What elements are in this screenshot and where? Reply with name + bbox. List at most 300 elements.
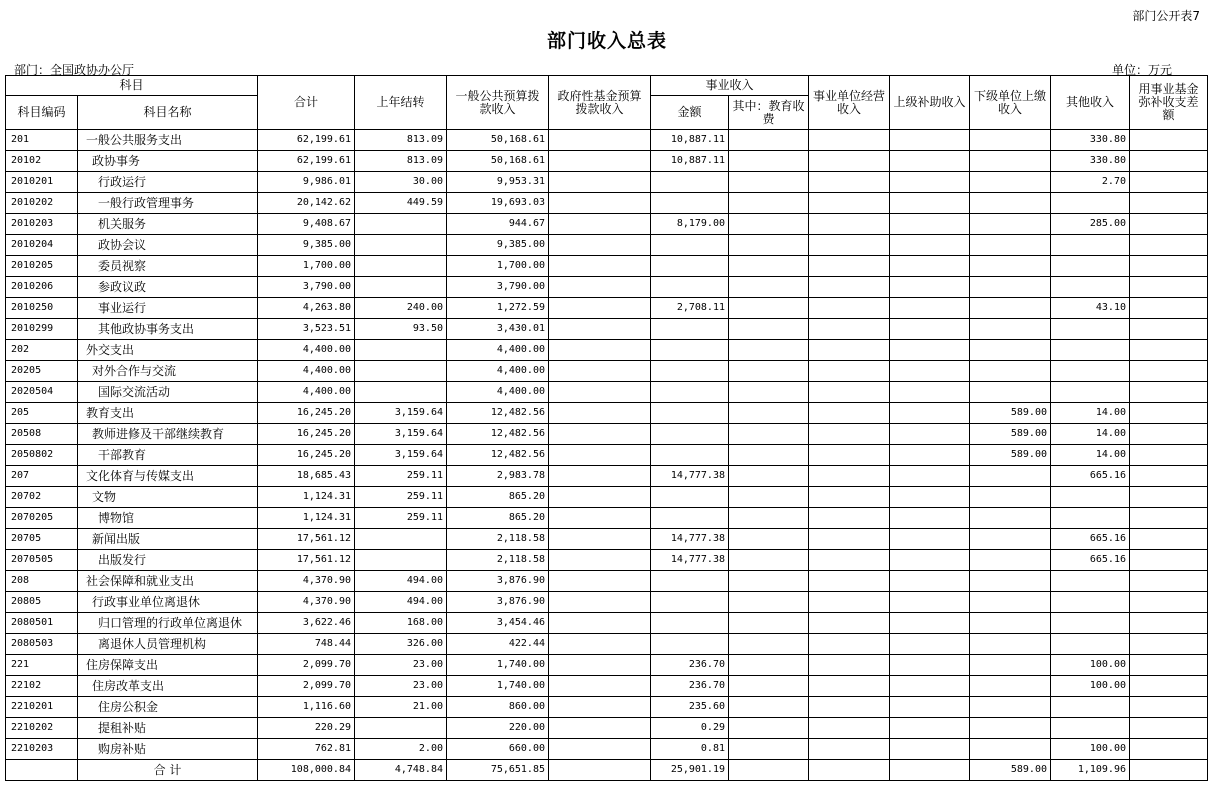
subsidy-cell [890,277,970,298]
amount-cell [651,613,729,634]
code-cell: 20205 [6,361,78,382]
other-income-cell: 330.80 [1051,130,1130,151]
code-cell: 2050802 [6,445,78,466]
other-income-cell: 1,109.96 [1051,760,1130,781]
lower-payment-cell [970,508,1051,529]
other-income-cell: 2.70 [1051,172,1130,193]
fund-offset-cell [1130,760,1208,781]
general-budget-cell: 1,272.59 [447,298,549,319]
amount-cell: 8,179.00 [651,214,729,235]
operating-cell [809,424,890,445]
general-budget-cell: 50,168.61 [447,130,549,151]
header-other: 其他收入 [1051,76,1130,130]
carryover-cell: 326.00 [355,634,447,655]
edu-fee-cell [729,382,809,403]
other-income-cell [1051,613,1130,634]
table-row [6,508,1208,529]
amount-cell [651,277,729,298]
gov-fund-cell [549,613,651,634]
total-cell: 1,124.31 [258,508,355,529]
table-row [6,466,1208,487]
subsidy-cell [890,634,970,655]
edu-fee-cell [729,550,809,571]
lower-payment-cell [970,151,1051,172]
general-budget-cell: 1,700.00 [447,256,549,277]
total-cell: 18,685.43 [258,466,355,487]
code-cell: 2010204 [6,235,78,256]
other-income-cell [1051,256,1130,277]
total-cell: 20,142.62 [258,193,355,214]
edu-fee-cell [729,319,809,340]
gov-fund-cell [549,655,651,676]
gov-fund-cell [549,277,651,298]
amount-cell [651,571,729,592]
edu-fee-cell [729,508,809,529]
lower-payment-cell [970,256,1051,277]
gov-fund-cell [549,235,651,256]
fund-offset-cell [1130,550,1208,571]
name-cell: 新闻出版 [78,529,258,550]
lower-payment-cell [970,214,1051,235]
general-budget-cell: 12,482.56 [447,403,549,424]
name-cell: 文物 [78,487,258,508]
table-row [6,634,1208,655]
general-budget-cell: 3,430.01 [447,319,549,340]
code-cell: 208 [6,571,78,592]
table-row [6,571,1208,592]
subsidy-cell [890,529,970,550]
lower-payment-cell [970,487,1051,508]
name-cell: 外交支出 [78,340,258,361]
unit-label: 单位：万元 [1111,63,1172,77]
general-budget-cell: 4,400.00 [447,340,549,361]
total-cell: 16,245.20 [258,403,355,424]
other-income-cell [1051,340,1130,361]
amount-cell: 235.60 [651,697,729,718]
total-cell: 108,000.84 [258,760,355,781]
subsidy-cell [890,697,970,718]
other-income-cell [1051,277,1130,298]
operating-cell [809,550,890,571]
total-cell: 3,622.46 [258,613,355,634]
gov-fund-cell [549,445,651,466]
table-row [6,319,1208,340]
edu-fee-cell [729,256,809,277]
general-budget-cell: 4,400.00 [447,361,549,382]
fund-offset-cell [1130,277,1208,298]
fund-offset-cell [1130,487,1208,508]
name-cell: 离退休人员管理机构 [78,634,258,655]
total-cell: 4,370.90 [258,592,355,613]
name-cell: 社会保障和就业支出 [78,571,258,592]
name-cell: 文化体育与传媒支出 [78,466,258,487]
lower-payment-cell [970,172,1051,193]
fund-offset-cell [1130,403,1208,424]
total-row [6,760,1208,781]
name-cell: 教师进修及干部继续教育 [78,424,258,445]
carryover-cell [355,361,447,382]
lower-payment-cell [970,655,1051,676]
total-cell: 2,099.70 [258,676,355,697]
edu-fee-cell [729,571,809,592]
carryover-cell [355,214,447,235]
edu-fee-cell [729,361,809,382]
amount-cell: 14,777.38 [651,529,729,550]
lower-payment-cell: 589.00 [970,424,1051,445]
operating-cell [809,697,890,718]
operating-cell [809,529,890,550]
carryover-cell [355,340,447,361]
lower-payment-cell [970,340,1051,361]
name-cell: 合 计 [78,760,258,781]
other-income-cell [1051,235,1130,256]
total-cell: 4,400.00 [258,361,355,382]
subsidy-cell [890,256,970,277]
operating-cell [809,172,890,193]
edu-fee-cell [729,697,809,718]
general-budget-cell: 4,400.00 [447,382,549,403]
other-income-cell: 14.00 [1051,445,1130,466]
name-cell: 其他政协事务支出 [78,319,258,340]
other-income-cell [1051,319,1130,340]
other-income-cell: 100.00 [1051,655,1130,676]
other-income-cell: 100.00 [1051,676,1130,697]
gov-fund-cell [549,760,651,781]
subsidy-cell [890,739,970,760]
other-income-cell [1051,193,1130,214]
operating-cell [809,256,890,277]
code-cell: 205 [6,403,78,424]
amount-cell [651,424,729,445]
name-cell: 参政议政 [78,277,258,298]
operating-cell [809,739,890,760]
amount-cell [651,319,729,340]
table-row [6,550,1208,571]
fund-offset-cell [1130,676,1208,697]
gov-fund-cell [549,466,651,487]
total-cell: 1,124.31 [258,487,355,508]
table-row [6,424,1208,445]
table-row [6,277,1208,298]
fund-offset-cell [1130,655,1208,676]
code-cell: 202 [6,340,78,361]
amount-cell: 14,777.38 [651,466,729,487]
carryover-cell: 3,159.64 [355,403,447,424]
header-fund-offset: 用事业基金弥补收支差额 [1130,76,1208,130]
table-row [6,613,1208,634]
carryover-cell: 259.11 [355,466,447,487]
name-cell: 出版发行 [78,550,258,571]
lower-payment-cell [970,235,1051,256]
other-income-cell [1051,634,1130,655]
fund-offset-cell [1130,424,1208,445]
amount-cell: 236.70 [651,676,729,697]
name-cell: 住房公积金 [78,697,258,718]
general-budget-cell: 12,482.56 [447,445,549,466]
code-cell: 2010202 [6,193,78,214]
code-cell: 2010203 [6,214,78,235]
table-body [6,130,1208,781]
general-budget-cell: 860.00 [447,697,549,718]
header-name: 科目名称 [78,96,258,130]
fund-offset-cell [1130,508,1208,529]
other-income-cell: 665.16 [1051,466,1130,487]
table-row [6,172,1208,193]
total-cell: 3,523.51 [258,319,355,340]
subsidy-cell [890,193,970,214]
table-row [6,718,1208,739]
total-cell: 9,385.00 [258,235,355,256]
amount-cell [651,256,729,277]
lower-payment-cell [970,697,1051,718]
name-cell: 政协事务 [78,151,258,172]
name-cell: 一般行政管理事务 [78,193,258,214]
lower-payment-cell [970,613,1051,634]
gov-fund-cell [549,508,651,529]
edu-fee-cell [729,676,809,697]
table-row [6,697,1208,718]
total-cell: 2,099.70 [258,655,355,676]
total-cell: 62,199.61 [258,151,355,172]
total-cell: 1,116.60 [258,697,355,718]
subsidy-cell [890,676,970,697]
name-cell: 一般公共服务支出 [78,130,258,151]
table-row [6,592,1208,613]
gov-fund-cell [549,151,651,172]
table-row [6,403,1208,424]
total-cell: 4,370.90 [258,571,355,592]
code-cell: 2210202 [6,718,78,739]
lower-payment-cell [970,529,1051,550]
lower-payment-cell [970,739,1051,760]
fund-offset-cell [1130,319,1208,340]
code-cell: 2010299 [6,319,78,340]
operating-cell [809,487,890,508]
name-cell: 政协会议 [78,235,258,256]
amount-cell [651,172,729,193]
edu-fee-cell [729,151,809,172]
code-cell: 2010201 [6,172,78,193]
total-cell: 762.81 [258,739,355,760]
total-cell: 16,245.20 [258,424,355,445]
income-summary-table [5,75,1208,781]
header-lower-payment: 下级单位上缴收入 [970,76,1051,130]
carryover-cell [355,550,447,571]
total-cell: 17,561.12 [258,550,355,571]
general-budget-cell: 422.44 [447,634,549,655]
amount-cell [651,634,729,655]
gov-fund-cell [549,172,651,193]
operating-cell [809,340,890,361]
gov-fund-cell [549,529,651,550]
amount-cell: 10,887.11 [651,130,729,151]
amount-cell [651,508,729,529]
code-cell: 221 [6,655,78,676]
subsidy-cell [890,382,970,403]
subsidy-cell [890,214,970,235]
total-cell: 4,263.80 [258,298,355,319]
edu-fee-cell [729,277,809,298]
code-cell: 2010250 [6,298,78,319]
code-cell: 2070205 [6,508,78,529]
edu-fee-cell [729,592,809,613]
fund-offset-cell [1130,739,1208,760]
amount-cell [651,445,729,466]
total-cell: 9,408.67 [258,214,355,235]
table-row [6,214,1208,235]
code-cell: 20102 [6,151,78,172]
carryover-cell: 494.00 [355,592,447,613]
amount-cell: 0.81 [651,739,729,760]
amount-cell [651,340,729,361]
general-budget-cell: 12,482.56 [447,424,549,445]
general-budget-cell: 3,454.46 [447,613,549,634]
subsidy-cell [890,718,970,739]
other-income-cell: 665.16 [1051,529,1130,550]
fund-offset-cell [1130,382,1208,403]
general-budget-cell: 3,876.90 [447,592,549,613]
other-income-cell [1051,382,1130,403]
subsidy-cell [890,172,970,193]
gov-fund-cell [549,697,651,718]
header-total: 合计 [258,76,355,130]
operating-cell [809,361,890,382]
carryover-cell: 4,748.84 [355,760,447,781]
department-label: 部门：全国政协办公厅 [14,63,135,77]
other-income-cell [1051,592,1130,613]
header-business-income: 事业收入 [651,76,809,96]
carryover-cell: 240.00 [355,298,447,319]
operating-cell [809,508,890,529]
lower-payment-cell [970,277,1051,298]
gov-fund-cell [549,739,651,760]
gov-fund-cell [549,319,651,340]
total-cell: 4,400.00 [258,382,355,403]
total-cell: 1,700.00 [258,256,355,277]
carryover-cell: 168.00 [355,613,447,634]
gov-fund-cell [549,256,651,277]
gov-fund-cell [549,550,651,571]
lower-payment-cell [970,382,1051,403]
carryover-cell: 813.09 [355,130,447,151]
general-budget-cell: 2,118.58 [447,550,549,571]
header-code: 科目编码 [6,96,78,130]
edu-fee-cell [729,718,809,739]
operating-cell [809,634,890,655]
header-operating: 事业单位经营收入 [809,76,890,130]
table-row [6,130,1208,151]
carryover-cell: 21.00 [355,697,447,718]
other-income-cell [1051,487,1130,508]
general-budget-cell: 865.20 [447,487,549,508]
general-budget-cell: 9,385.00 [447,235,549,256]
amount-cell [651,193,729,214]
subsidy-cell [890,508,970,529]
general-budget-cell: 50,168.61 [447,151,549,172]
subsidy-cell [890,298,970,319]
gov-fund-cell [549,340,651,361]
operating-cell [809,760,890,781]
operating-cell [809,592,890,613]
fund-offset-cell [1130,697,1208,718]
edu-fee-cell [729,214,809,235]
other-income-cell [1051,571,1130,592]
name-cell: 国际交流活动 [78,382,258,403]
subsidy-cell [890,130,970,151]
gov-fund-cell [549,193,651,214]
total-cell: 9,986.01 [258,172,355,193]
other-income-cell [1051,718,1130,739]
other-income-cell: 100.00 [1051,739,1130,760]
operating-cell [809,151,890,172]
code-cell: 20705 [6,529,78,550]
name-cell: 提租补贴 [78,718,258,739]
code-cell: 2020504 [6,382,78,403]
gov-fund-cell [549,382,651,403]
edu-fee-cell [729,340,809,361]
lower-payment-cell [970,298,1051,319]
carryover-cell: 3,159.64 [355,445,447,466]
subsidy-cell [890,655,970,676]
lower-payment-cell: 589.00 [970,403,1051,424]
total-cell: 3,790.00 [258,277,355,298]
general-budget-cell: 3,790.00 [447,277,549,298]
name-cell: 博物馆 [78,508,258,529]
page-title: 部门收入总表 [546,30,667,52]
carryover-cell: 259.11 [355,487,447,508]
code-cell: 2070505 [6,550,78,571]
carryover-cell: 259.11 [355,508,447,529]
operating-cell [809,382,890,403]
total-cell: 220.29 [258,718,355,739]
fund-offset-cell [1130,193,1208,214]
table-row [6,235,1208,256]
lower-payment-cell: 589.00 [970,445,1051,466]
edu-fee-cell [729,487,809,508]
subsidy-cell [890,424,970,445]
fund-offset-cell [1130,592,1208,613]
fund-offset-cell [1130,571,1208,592]
edu-fee-cell [729,235,809,256]
fund-offset-cell [1130,256,1208,277]
edu-fee-cell [729,403,809,424]
amount-cell [651,487,729,508]
total-cell: 16,245.20 [258,445,355,466]
lower-payment-cell [970,571,1051,592]
edu-fee-cell [729,655,809,676]
carryover-cell: 494.00 [355,571,447,592]
general-budget-cell: 944.67 [447,214,549,235]
subsidy-cell [890,151,970,172]
fund-offset-cell [1130,340,1208,361]
operating-cell [809,718,890,739]
fund-offset-cell [1130,298,1208,319]
code-cell: 20702 [6,487,78,508]
table-row [6,151,1208,172]
operating-cell [809,403,890,424]
lower-payment-cell: 589.00 [970,760,1051,781]
name-cell: 教育支出 [78,403,258,424]
total-cell: 4,400.00 [258,340,355,361]
lower-payment-cell [970,466,1051,487]
edu-fee-cell [729,130,809,151]
amount-cell: 0.29 [651,718,729,739]
general-budget-cell: 3,876.90 [447,571,549,592]
subsidy-cell [890,550,970,571]
operating-cell [809,193,890,214]
header-amount: 金额 [651,96,729,130]
gov-fund-cell [549,361,651,382]
